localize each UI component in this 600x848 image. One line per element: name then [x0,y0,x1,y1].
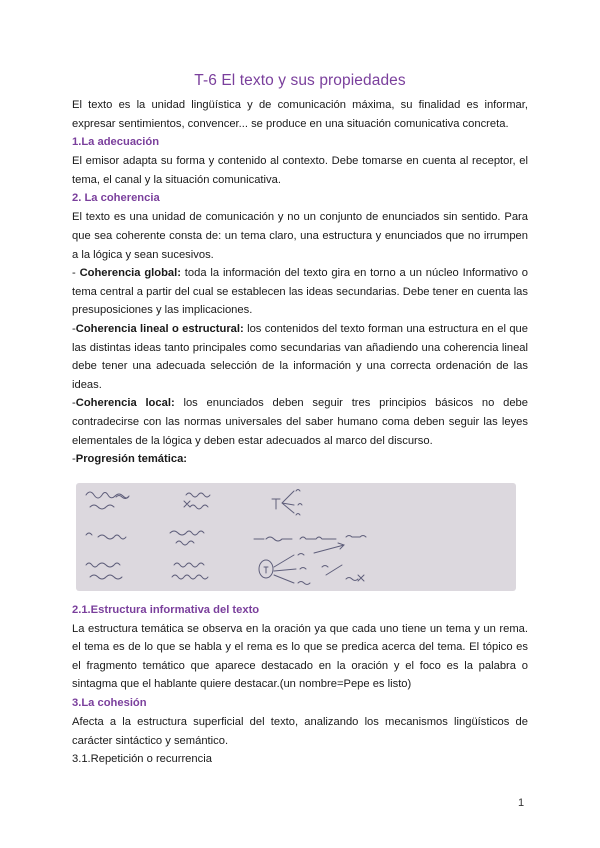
bullet-prefix: - [72,397,76,410]
estructura-informativa-paragraph: La estructura temática se observa en la oración ya que cada uno tiene un tema y un rema. el tema es de lo que se habla y el rema es lo que se predica acerca del tema. El tópico es el fragmento temático que aparece destacado en la oración y el foco es la palabra o sintagma que el hablante quiere destacar.(un nombre=Pepe es listo) [72,622,528,691]
bullet-prefix: - [72,322,76,335]
coherencia-paragraph: El texto es una unidad de comunicación y no un conjunto de enunciados sin sentido. Para que sea coherente consta de: un tema claro, una estructura y enunciados que no irrumpen a la lógica y sean sucesivos. [72,211,528,261]
section-heading-adecuacion: 1.La adecuación [72,136,160,149]
bullet-prefix: - [72,453,76,466]
section-heading-coherencia: 2. La coherencia [72,192,160,205]
section-heading-cohesion: 3.La cohesión [72,697,147,710]
section-heading-estructura-informativa: 2.1.Estructura informativa del texto [72,603,260,616]
progresion-tematica-label: Progresión temática: [75,453,188,466]
document-body [72,70,528,769]
document-title: T-6 El texto y sus propiedades [194,72,406,89]
coherencia-local-paragraph [72,394,528,450]
progresion-tematica-paragraph [72,450,528,469]
cohesion-paragraph: Afecta a la estructura superficial del texto, analizando los mecanismos lingüísticos de carácter sintáctico y semántico. [72,716,528,747]
coherencia-lineal-label: Coherencia lineal o estructural: [75,322,244,335]
coherencia-local-label: Coherencia local: [75,397,175,410]
intro-paragraph: El texto es la unidad lingüística y de comunicación máxima, su finalidad es informar, expresar sentimientos, convencer... se produce en una situación comunicativa concreta. [72,99,528,130]
coherencia-global-paragraph [72,264,528,320]
coherencia-lineal-text: los contenidos del texto forman una estructura en el que las distintas ideas tanto principales como secundarias van añadiendo una coherencia lineal debe tener una adecuada selección de la información y una correcta ordenación de las ideas. [72,322,528,391]
coherencia-global-text: toda la información del texto gira en torno a un núcleo Informativo o tema central a partir del cual se establecen las ideas secundarias. Debe tener en cuenta las presuposiciones y las implicaciones. [72,267,528,317]
handwritten-notes-photo [76,483,516,591]
repeticion-subheading: 3.1.Repetición o recurrencia [72,753,212,766]
coherencia-lineal-paragraph [72,320,528,394]
adecuacion-paragraph: El emisor adapta su forma y contenido al contexto. Debe tomarse en cuenta al receptor, el tema, el canal y la situación comunicativa. [72,155,528,186]
handwriting-scribbles [76,483,516,591]
page-number: 1 [518,797,525,809]
coherencia-global-label: Coherencia global: [79,267,181,280]
bullet-prefix: - [72,267,80,280]
coherencia-local-text: los enunciados deben seguir tres principios básicos no debe contradecirse con las normas universales del saber humano coma deben seguir las leyes elementales de la lógica y deben estar adecuados al marco del discurso. [72,397,528,447]
